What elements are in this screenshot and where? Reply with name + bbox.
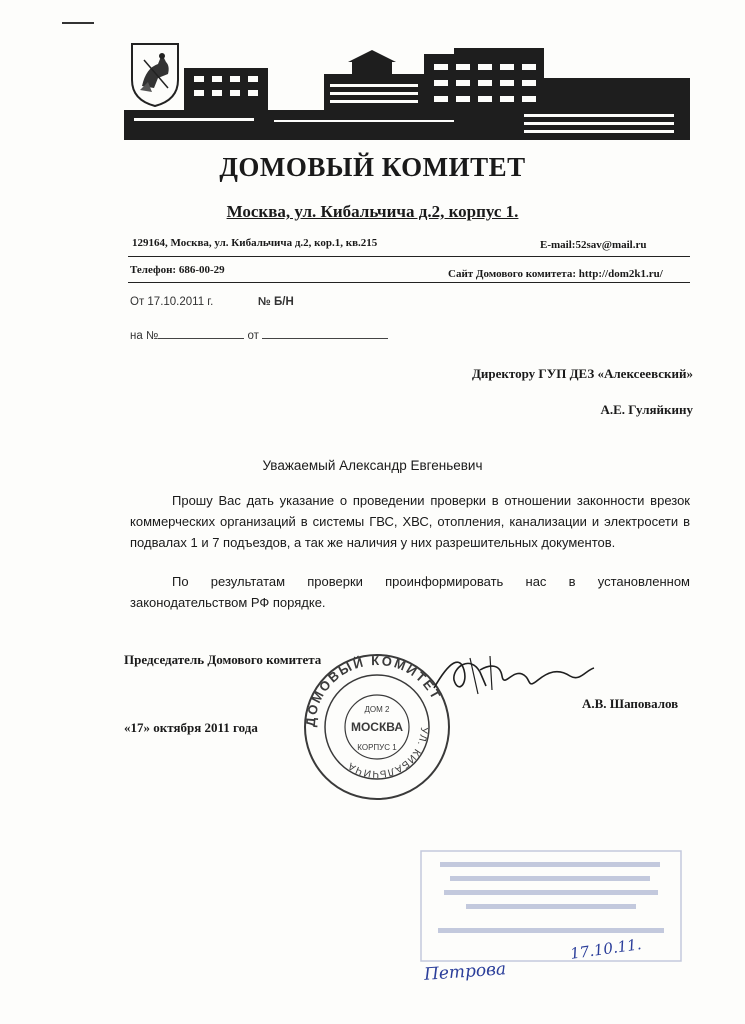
letter-number: № Б/Н (258, 296, 294, 308)
reference-from: от (247, 330, 259, 342)
body-paragraph-2: По результатам проверки проинформировать нас в установленном законодательством РФ порядке. (130, 574, 690, 610)
org-address: Москва, ул. Кибальчича д.2, корпус 1. (226, 202, 519, 221)
body-paragraph-1: Прошу Вас дать указание о проведении проверки в отношении законности врезок коммерческих организаций в системы ГВС, ХВС, отопления, канализации и электросети в подвалах 1 и 7 подъездов, а так же наличия у них разрешительных документов. (130, 493, 690, 550)
signatory-position: Председатель Домового комитета (124, 652, 322, 667)
building-skyline-logo (124, 48, 690, 140)
handwritten-name: Петрова (423, 959, 507, 985)
org-title: ДОМОВЫЙ КОМИТЕТ (219, 152, 526, 182)
stamp-street-text: УЛ. КИБАЛЬЧИЧА (345, 726, 430, 780)
recipient-position: Директору ГУП ДЕЗ «Алексеевский» (471, 366, 693, 381)
signature-date: «17» октября 2011 года (124, 720, 258, 735)
reference-number-blank (158, 326, 244, 339)
handwritten-signature (430, 650, 600, 700)
registration-stamp (420, 850, 682, 962)
site: Сайт Домового комитета: http://dom2k1.ru/ (448, 268, 663, 280)
stamp-korpus-text: КОРПУС 1 (357, 743, 397, 752)
reference-date-blank (262, 326, 388, 339)
stamp-outer-text: ДОМОВЫЙ КОМИТЕТ (302, 652, 445, 728)
reference-prefix: на № (130, 330, 159, 342)
reference-line (130, 326, 388, 342)
phone: Телефон: 686-00-29 (130, 264, 225, 276)
letter-date: От 17.10.2011 г. (130, 296, 214, 308)
header-rule-1 (128, 256, 690, 257)
email: E-mail:52sav@mail.ru (540, 239, 647, 251)
header-rule-2 (128, 282, 690, 283)
stamp-center-text: МОСКВА (350, 720, 404, 734)
handwritten-date: 17.10.11. (569, 935, 643, 963)
recipient-name: А.Е. Гуляйкину (600, 402, 693, 417)
postal-address: 129164, Москва, ул. Кибальчича д.2, кор.1, кв.215 (132, 237, 378, 249)
signatory-name: А.В. Шаповалов (582, 696, 679, 711)
svg-text:ДОМОВЫЙ КОМИТЕТ (303, 653, 444, 727)
salutation: Уважаемый Александр Евгеньевич (262, 458, 483, 473)
scan-artifact-line (62, 22, 94, 24)
stamp-house-text: ДОМ 2 (364, 705, 390, 714)
